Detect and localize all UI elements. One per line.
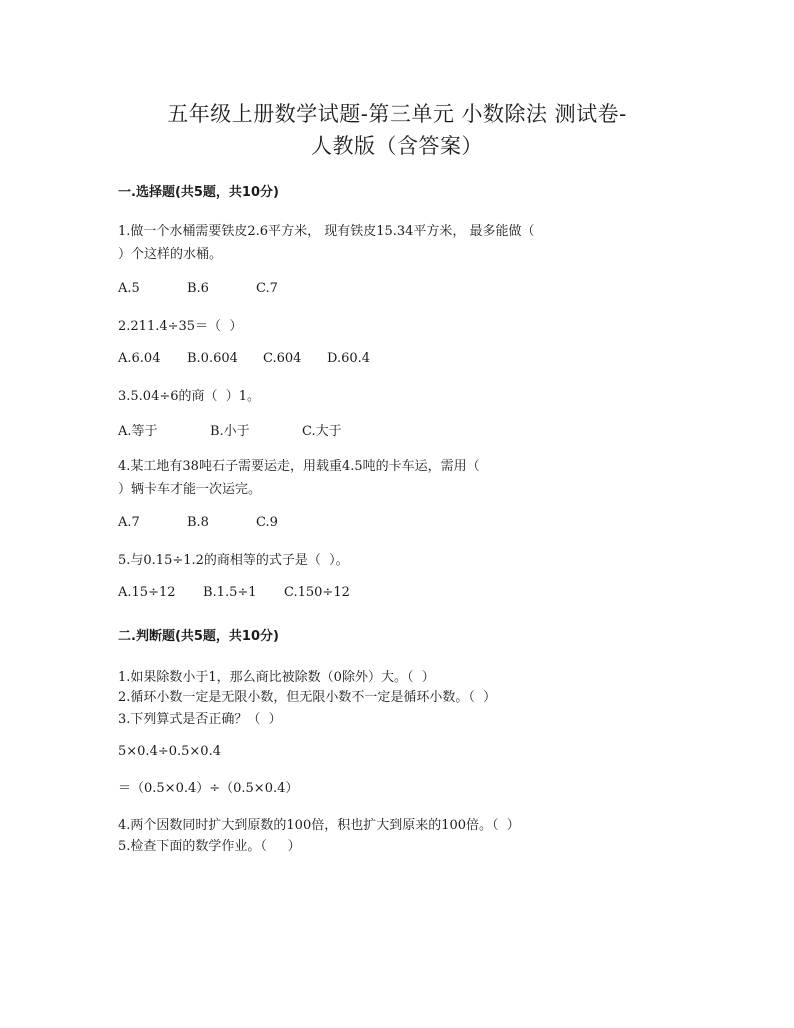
question-4-option-c[interactable]: C.9: [256, 515, 278, 530]
question-4-line-1: 4.某工地有38吨石子需要运走，用载重4.5吨的卡车运，需用（: [118, 459, 480, 474]
judgment-question-3: 3.下列算式是否正确？（ ）: [118, 712, 282, 727]
question-2-option-c[interactable]: C.604: [263, 351, 302, 366]
question-5-option-a[interactable]: A.15÷12: [118, 585, 176, 600]
question-1-line-1: 1.做一个水桶需要铁皮2.6平方米， 现有铁皮15.34平方米， 最多能做（: [118, 224, 535, 239]
question-5-option-b[interactable]: B.1.5÷1: [203, 585, 257, 600]
question-3-option-b[interactable]: B.小于: [210, 424, 250, 439]
question-3-line-1: 3.5.04÷6的商（ ）1。: [118, 389, 261, 404]
question-4-line-2: ）辆卡车才能一次运完。: [118, 482, 262, 497]
question-1-option-a[interactable]: A.5: [118, 281, 140, 296]
judgment-question-3-expression-1: 5×0.4÷0.5×0.4: [118, 744, 221, 759]
question-2-option-a[interactable]: A.6.04: [118, 351, 161, 366]
question-5-line-1: 5.与0.15÷1.2的商相等的式子是（ ）。: [118, 553, 349, 568]
page-title-line-1: 五年级上册数学试题-第三单元 小数除法 测试卷-: [167, 102, 627, 126]
question-3-option-a[interactable]: A.等于: [118, 424, 158, 439]
question-2-option-b[interactable]: B.0.604: [187, 351, 238, 366]
section-heading-choice: 一.选择题(共5题，共10分): [118, 185, 279, 200]
question-3-option-c[interactable]: C.大于: [302, 424, 342, 439]
question-4-option-a[interactable]: A.7: [118, 515, 140, 530]
section-heading-judgment: 二.判断题(共5题，共10分): [118, 629, 279, 644]
judgment-question-2: 2.循环小数一定是无限小数，但无限小数不一定是循环小数。（ ）: [118, 690, 497, 705]
question-2-line-1: 2.211.4÷35＝（ ）: [118, 319, 243, 334]
judgment-question-5: 5.检查下面的数学作业。（ ）: [118, 839, 301, 854]
question-1-option-c[interactable]: C.7: [256, 281, 278, 296]
judgment-question-3-expression-2: ＝（0.5×0.4）÷（0.5×0.4）: [118, 781, 299, 796]
question-4-option-b[interactable]: B.8: [187, 515, 209, 530]
question-2-option-d[interactable]: D.60.4: [327, 351, 371, 366]
page-title-line-2: 人教版（含答案）: [311, 134, 483, 158]
question-5-option-c[interactable]: C.150÷12: [284, 585, 350, 600]
question-1-option-b[interactable]: B.6: [187, 281, 209, 296]
judgment-question-4: 4.两个因数同时扩大到原数的100倍，积也扩大到原来的100倍。（ ）: [118, 818, 520, 833]
question-1-line-2: ）个这样的水桶。: [118, 247, 223, 262]
judgment-question-1: 1.如果除数小于1，那么商比被除数（0除外）大。（ ）: [118, 670, 435, 685]
